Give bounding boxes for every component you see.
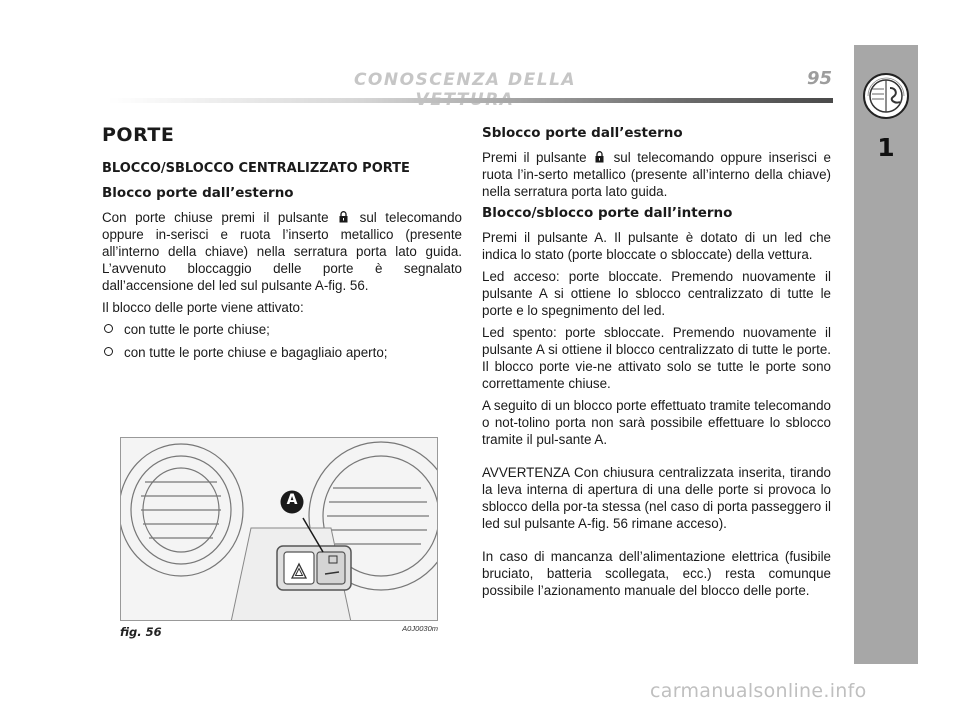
paragraph-led-spento: Led spento: porte sbloccate. Premendo nuovamente il pulsante A si ottiene il blocco centralizzato di tutte le porte. Il blocco porte vie-ne attivato solo se tutte le porte sono correttamente chiuse. bbox=[482, 325, 831, 391]
circle-bullet-icon bbox=[104, 324, 113, 333]
heading-sblocco-esterno: Sblocco porte dall’esterno bbox=[482, 125, 683, 141]
text-span: sul telecomando oppure in-serisci e ruota l’inserto metallico (presente all’interno della chiave) nella serratura porta lato guida. L’avvenuto bloccaggio delle porte è segnalato dall’accensione del led sul pulsante A-fig. 56. bbox=[102, 210, 462, 293]
paragraph-avvertenza: AVVERTENZA Con chiusura centralizzata inserita, tirando la leva interna di apertura di una delle porte si provoca lo sblocco della por-ta stessa (nel caso di porta passeggero il led sul pulsante A-fig. 56 rimane acceso). bbox=[482, 465, 831, 531]
watermark: carmanualsonline.info bbox=[650, 680, 867, 702]
text-span: Premi il pulsante bbox=[482, 150, 587, 165]
unlock-icon bbox=[595, 151, 604, 163]
list-item bbox=[102, 321, 462, 338]
dashboard-illustration bbox=[121, 438, 438, 621]
running-header-title: CONOSCENZA DELLA bbox=[353, 70, 577, 90]
paragraph-alimentazione: In caso di mancanza dell’alimentazione elettrica (fusibile bruciato, batteria scollegata, ecc.) resta comunque possibile l’azionamento manuale del blocco delle porte. bbox=[482, 549, 831, 598]
figure-caption: fig. 56 bbox=[120, 625, 162, 639]
list-item-text: con tutte le porte chiuse; bbox=[124, 322, 270, 337]
page-number: 95 bbox=[806, 68, 832, 89]
section-title: PORTE bbox=[102, 124, 175, 146]
heading-interno: Blocco/sblocco porte dall’interno bbox=[482, 205, 733, 221]
paragraph-blocco-esterno bbox=[102, 209, 462, 294]
callout-marker-label: A bbox=[286, 492, 298, 508]
figure-dashboard-buttons bbox=[120, 437, 438, 621]
paragraph-sblocco-esterno bbox=[482, 149, 831, 200]
lock-icon bbox=[339, 211, 348, 223]
figure-code: A0J0030m bbox=[402, 624, 438, 633]
text-span: Con porte chiuse premi il pulsante bbox=[102, 210, 329, 225]
subsection-title: BLOCCO/SBLOCCO CENTRALIZZATO PORTE bbox=[102, 161, 410, 176]
list-item-text: con tutte le porte chiuse e bagagliaio aperto; bbox=[124, 345, 388, 360]
heading-blocco-esterno: Blocco porte dall’esterno bbox=[102, 185, 294, 201]
paragraph-led-acceso: Led acceso: porte bloccate. Premendo nuovamente il pulsante A si ottiene lo sblocco centralizzato di tutte le porte e lo spegnimento del led. bbox=[482, 269, 831, 318]
condition-list bbox=[102, 321, 462, 361]
left-column bbox=[102, 125, 462, 367]
paragraph-pulsante-a: Premi il pulsante A. Il pulsante è dotato di un led che indica lo stato (porte bloccate o sbloccate) della vettura. bbox=[482, 230, 831, 262]
chapter-number: 1 bbox=[877, 133, 895, 162]
paragraph-telecomando: A seguito di un blocco porte effettuato tramite telecomando o not-tolino porta non sarà possibile effettuare lo sblocco tramite il pul-sante A. bbox=[482, 398, 831, 447]
right-column bbox=[482, 125, 831, 604]
text-span: sul telecomando oppure inserisci e ruota l’in-serto metallico (presente all’interno della chiave) nella serratura porta lato guida. bbox=[482, 150, 831, 199]
circle-bullet-icon bbox=[104, 347, 113, 356]
alfa-romeo-logo-icon bbox=[862, 72, 910, 120]
list-item bbox=[102, 344, 462, 361]
paragraph-attivazione: Il blocco delle porte viene attivato: bbox=[102, 300, 304, 315]
header-rule bbox=[108, 98, 833, 103]
